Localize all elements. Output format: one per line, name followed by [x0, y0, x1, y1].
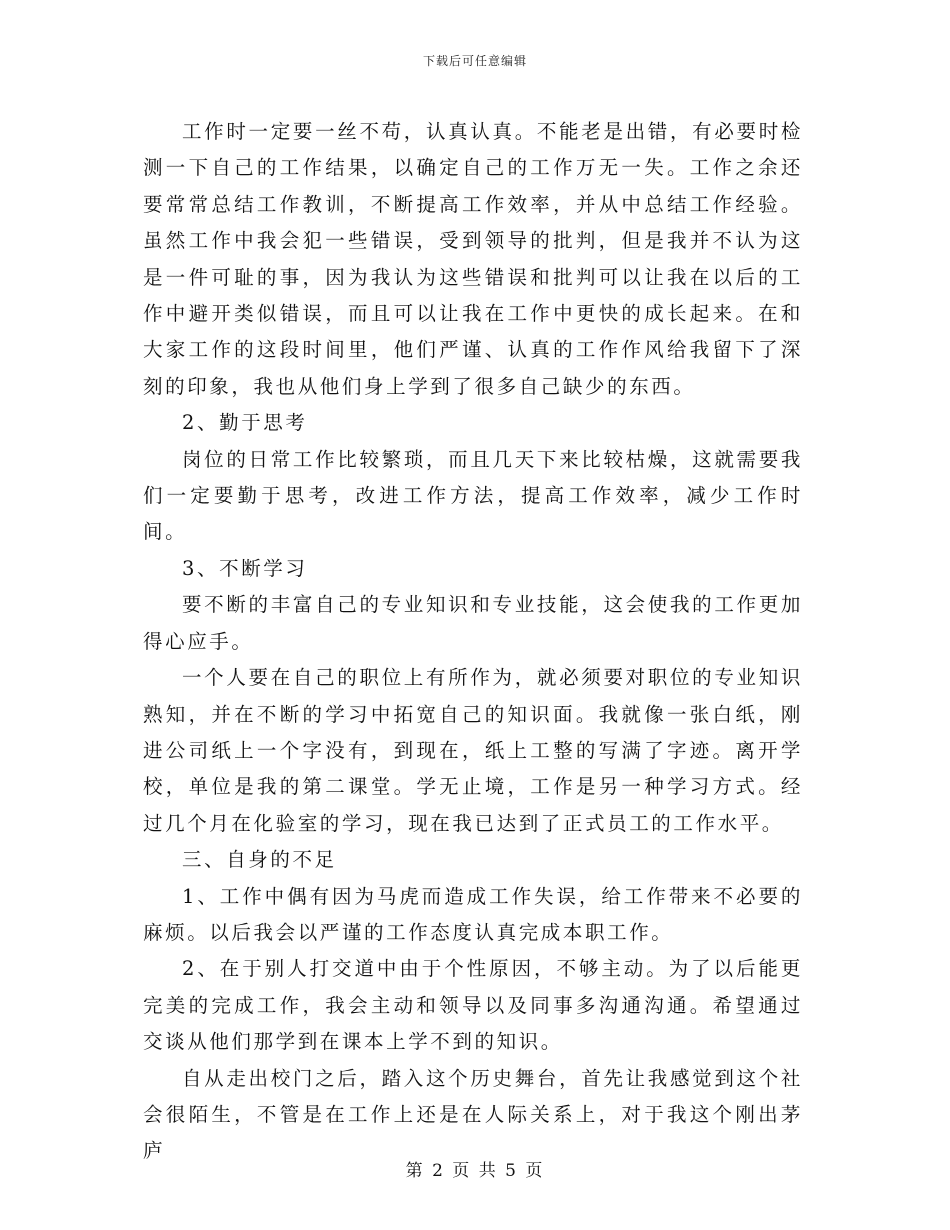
- page-header-note: 下载后可任意编辑: [422, 54, 527, 68]
- paragraph-shortcoming-1: 1、工作中偶有因为马虎而造成工作失误，给工作带来不必要的麻烦。以后我会以严谨的工作态度认真完成本职工作。: [143, 884, 803, 944]
- section-heading-diligent-thinking: 2、勤于思考: [182, 411, 308, 435]
- paragraph-enrich-knowledge: 要不断的丰富自己的专业知识和专业技能，这会使我的工作更加得心应手。: [143, 593, 803, 653]
- paragraph-shortcoming-2: 2、在于别人打交道中由于个性原因，不够主动。为了以后能更完美的完成工作，我会主动和领导以及同事多沟通沟通。希望通过交谈从他们那学到在课本上学不到的知识。: [143, 957, 803, 1054]
- paragraph-work-attitude: 工作时一定要一丝不苟，认真认真。不能老是出错，有必要时检测一下自己的工作结果，以确定自己的工作万无一失。工作之余还要常常总结工作教训，不断提高工作效率，并从中总结工作经验。虽然工作中我会犯一些错误，受到领导的批判，但是我并不认为这是一件可耻的事，因为我认为这些错误和批判可以让我在以后的工作中避开类似错误，而且可以让我在工作中更快的成长起来。在和大家工作的这段时间里，他们严谨、认真的工作作风给我留下了深刻的印象，我也从他们身上学到了很多自己缺少的东西。: [143, 120, 803, 398]
- paragraph-leaving-school: 自从走出校门之后，踏入这个历史舞台，首先让我感觉到这个社会很陌生，不管是在工作上还是在人际关系上，对于我这个刚出茅庐: [143, 1066, 803, 1163]
- document-body: [143, 114, 803, 1170]
- paragraph-job-knowledge: 一个人要在自己的职位上有所作为，就必须要对职位的专业知识熟知，并在不断的学习中拓宽自己的知识面。我就像一张白纸，刚进公司纸上一个字没有，到现在，纸上工整的写满了字迹。离开学校，单位是我的第二课堂。学无止境，工作是另一种学习方式。经过几个月在化验室的学习，现在我已达到了正式员工的工作水平。: [143, 666, 803, 835]
- paragraph-diligent-thinking: 岗位的日常工作比较繁琐，而且几天下来比较枯燥，这就需要我们一定要勤于思考，改进工作方法，提高工作效率，减少工作时间。: [143, 447, 803, 544]
- page-number-footer: 第 2 页 共 5 页: [405, 1161, 545, 1181]
- section-heading-shortcomings: 三、自身的不足: [182, 848, 337, 872]
- section-heading-continuous-learning: 3、不断学习: [182, 556, 308, 580]
